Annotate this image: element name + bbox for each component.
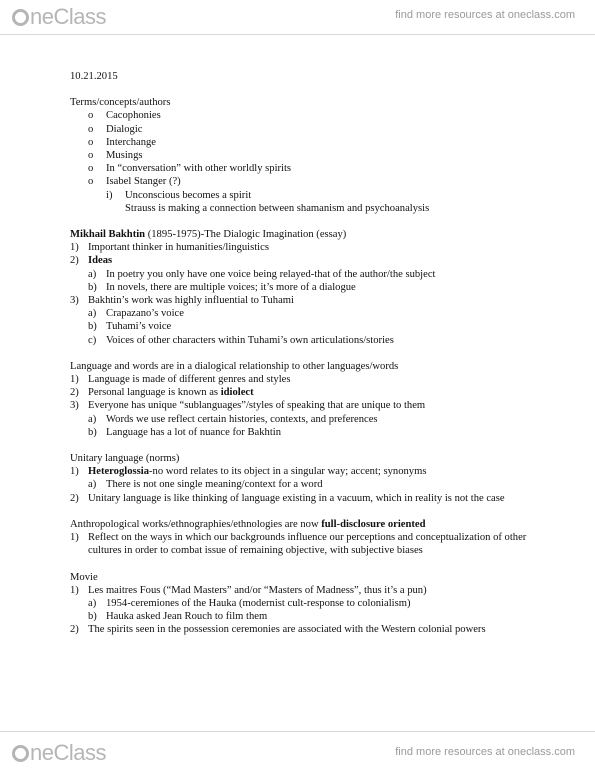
sub-list-item: b) Tuhami’s voice — [88, 321, 172, 333]
list-item: 2) Unitary language is like thinking of language existing in a vacuum, which in reality is not the case — [70, 492, 505, 504]
language-heading: Language and words are in a dialogical relationship to other languages/words — [70, 360, 399, 372]
sub-list-item: a) In poetry you only have one voice being relayed-that of the author/the subject — [88, 268, 436, 280]
sub-list-item: b) In novels, there are multiple voices; it’s more of a dialogue — [88, 281, 356, 293]
list-item: 2) The spirits seen in the possession ceremonies are associated with the Western colonial powers — [70, 624, 486, 636]
note-content — [70, 70, 540, 637]
sub-list-item: a) There is not one single meaning/context for a word — [88, 479, 323, 491]
list-item: 1) Les maitres Fous (“Mad Masters” and/or “Masters of Madness”, thus it’s a pun) — [70, 584, 427, 596]
sub-list-item: b) Hauka asked Jean Rouch to film them — [88, 611, 268, 623]
list-item: 2) Ideas — [70, 255, 113, 267]
sub-list-item: c) Voices of other characters within Tuhami’s own articulations/stories — [88, 334, 394, 346]
sub-list-item: a) Words we use reflect certain histories, contexts, and preferences — [88, 413, 378, 425]
note-date: 10.21.2015 — [70, 71, 118, 82]
list-item: o Dialogic — [88, 123, 143, 135]
oneclass-logo[interactable]: neClass — [12, 4, 106, 30]
oneclass-logo[interactable]: neClass — [12, 740, 106, 766]
bottom-footer — [0, 731, 595, 770]
list-item: o Musings — [88, 150, 143, 162]
list-item: 1) Language is made of different genres and styles — [70, 374, 291, 386]
list-item: 3) Everyone has unique “sublanguages”/styles of speaking that are unique to them — [70, 400, 426, 412]
bakhtin-heading: Mikhail Bakhtin (1895-1975)-The Dialogic Imagination (essay) — [70, 229, 347, 241]
list-item: o In “conversation” with other worldly spirits — [88, 163, 292, 175]
list-item: o Cacophonies — [88, 110, 161, 122]
sub-list-item: Strauss is making a connection between shamanism and psychoanalysis — [125, 202, 430, 214]
sub-list-item: b) Language has a lot of nuance for Bakhtin — [88, 426, 282, 438]
list-item: 1) Heteroglossia-no word relates to its object in a singular way; accent; synonyms — [70, 466, 427, 478]
sub-list-item: a) Crapazano’s voice — [88, 308, 184, 320]
list-item: o Isabel Stanger (?) — [88, 176, 181, 188]
list-item: 1) Reflect on the ways in which our backgrounds influence our perceptions and conceptualization of other cultures in order to combat issue of remaining objective, with subjective biases — [70, 532, 527, 557]
top-header — [0, 0, 595, 35]
logo-o-icon — [12, 9, 29, 26]
sub-list-item: a) 1954-ceremiones of the Hauka (modernist cult-response to colonialism) — [88, 597, 411, 609]
unitary-heading: Unitary language (norms) — [70, 453, 180, 465]
list-item: 3) Bakhtin’s work was highly influential to Tuhami — [70, 295, 294, 307]
list-item: 2) Personal language is known as idiolect — [70, 387, 254, 399]
terms-heading: Terms/concepts/authors — [70, 97, 171, 109]
find-more-link[interactable]: find more resources at oneclass.com — [395, 746, 575, 758]
list-item: o Interchange — [88, 136, 156, 148]
movie-heading: Movie — [70, 571, 98, 583]
logo-o-icon — [12, 745, 29, 762]
list-item: 1) Important thinker in humanities/linguistics — [70, 242, 269, 254]
find-more-link[interactable]: find more resources at oneclass.com — [395, 9, 575, 21]
anthro-heading: Anthropological works/ethnographies/ethnologies are now full-disclosure oriented — [70, 518, 426, 530]
sub-list-item: i) Unconscious becomes a spirit — [106, 189, 252, 201]
